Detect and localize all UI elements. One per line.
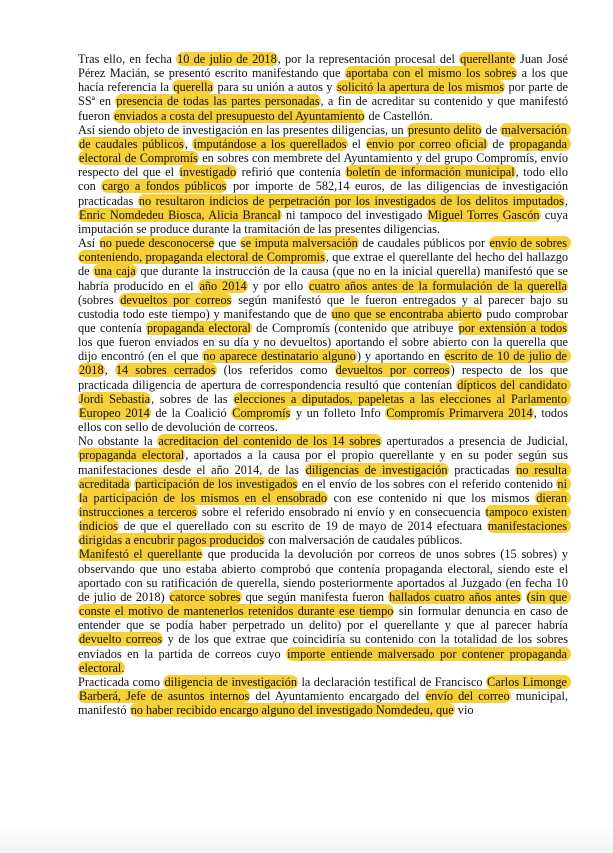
highlighted-text: presunto delito [407,122,482,137]
text-segment: refirió que contenía [237,165,346,180]
highlighted-text: no haber recibido encargo alguno del investigado Nomdedeu, que [130,703,454,718]
text-segment: , que extrae el querellante del hecho del hallazgo de [78,250,572,279]
highlighted-text: catorce sobres [169,589,241,604]
highlighted-text: imputándose a los querellados [193,136,347,151]
highlighted-text: propaganda electoral [79,448,185,463]
highlighted-text: querellante [460,52,515,66]
highlighted-text: devueltos por correos [335,363,450,378]
highlighted-text: se imputa malversación [240,236,358,251]
text-segment: los que fueron enviados en su día y no devueltos) aportando el sobre abierto con la querella que dijo encontró (en el que [78,320,572,364]
text-segment: , todo ello con [78,165,572,194]
text-segment: a los que hacía referencia la [78,66,572,95]
page-bottom-edge [0,825,613,853]
highlighted-text: envio por correo oficial [366,136,487,151]
highlighted-text: año 2014 [199,278,247,293]
paragraph-4 [78,434,572,548]
text-segment: con ese contenido ni que los mismos [328,490,536,505]
text-segment: que durante la instrucción de la causa (que no en la inicial querella) manifestó que se habría producido en el [78,264,572,293]
text-segment: ) respecto de los que practicada diligencia de apertura de correspondencia resultó que contenían [78,363,572,392]
highlighted-text: escrito de 10 de julio de 2018 [79,349,571,378]
highlighted-text: hallados cuatro años antes [389,589,521,604]
highlighted-text: Compromís [232,405,291,420]
highlighted-text: solicitó la apertura de los mismos [337,80,504,95]
highlighted-text: no resulta acreditada [79,462,571,491]
text-segment: y por ello [247,278,309,293]
highlighted-text: 10 de julio de 2018 [177,52,277,66]
paragraph-1 [78,52,572,123]
text-segment: municipal, manifestó [78,689,572,718]
text-segment: (sobres [78,278,572,307]
highlighted-text: enviados a costa del presupuesto del Ayuntamiento [114,108,365,123]
text-segment: en sobres con membrete del Ayuntamiento y del grupo Compromís, envío respecto del que el [78,151,572,180]
text-segment: aperturados a presencia de Judicial, [381,434,572,449]
highlighted-text: Compromís Primarvera 2014 [386,405,533,420]
highlighted-text: Carlos Limonge Barberá, Jefe de asuntos internos [79,674,571,704]
text-segment: , aportados a la causa por el propio querellante y en su poder según sus manifestaciones desde el año 2014, de las [78,448,572,477]
text-segment: de Castellón. [365,108,433,123]
text-segment: practicadas [448,462,516,477]
text-segment: de que el querellado con su escrito de 19 de mayo de 2014 efectuara [118,519,487,534]
highlighted-text: manifestaciones dirigidas a encubrir pagos producidos [79,519,571,548]
text-segment: ni tampoco del investigado [281,207,427,222]
text-segment: cuya imputación se produce durante la tramitación de las presentes diligencias. [78,207,572,236]
text-segment: Practicada como [78,674,164,689]
paragraph-5 [78,547,572,675]
highlighted-text: 14 sobres cerrados [115,363,216,378]
highlighted-text: dieran instrucciones a terceros [79,490,571,519]
highlighted-text: Manifestó el querellante [79,547,202,562]
text-segment: que según manifesta fueron [241,589,389,604]
text-segment: , sobres de las [151,391,234,406]
text-segment: vio [454,703,474,718]
highlighted-text: uno que se encontraba abierto [331,306,482,321]
highlighted-text: importe entiende malversado por contener propaganda electoral. [79,646,571,675]
highlighted-text: una caja [94,264,136,279]
highlighted-text: aportaba con el mismo los sobres [345,66,517,81]
text-segment: , a fin de acreditar su contenido y que manifestó fueron [78,94,572,123]
highlighted-text: participación de los investigados [135,476,298,491]
highlighted-text: devuelto correos [79,632,163,647]
highlighted-text: Enric Nomdedeu Biosca, Alicia Brancal [79,207,281,222]
highlighted-text: presencia de todas las partes personadas [116,94,320,109]
highlighted-text: cargo a fondos públicos [102,179,227,194]
text-segment: y de los que extrae que coincidiría su contenido con la totalidad de los sobres enviados en la partida de correos cuyo [78,632,572,661]
text-segment: de [482,122,501,137]
text-segment: sin formular denuncia en caso de entender que se podía haber perpetrado un delito) por el querellante y que al parecer habría [78,604,572,633]
text-segment: Tras ello, en fecha [78,52,177,66]
text-segment: con malversación de caudales públicos. [265,533,463,548]
highlighted-text: envío del correo [425,689,510,704]
text-segment: según manifestó que le fueron entregados y al parecer bajo su custodia todo este tiempo) y manifestando que de [78,292,572,321]
highlighted-text: boletín de información municipal [346,165,515,180]
text-segment: la declaración testifical de Francisco [298,674,487,689]
text-segment: de [487,136,509,151]
text-segment: ) y aportando en [356,349,444,364]
highlighted-text: cuatro años antes de la formulación de la querella [309,278,567,293]
text-segment: , por la representación procesal del [277,52,460,66]
highlighted-text: tampoco existen indicios [79,505,571,534]
highlighted-text: ni la participación de los mismos en el ensobrado [79,476,571,505]
text-segment: de caudales públicos por [358,236,489,251]
highlighted-text: no aparece destinatario alguno [203,349,356,364]
text-segment: , [564,193,572,208]
highlighted-text: envío de sobres conteniendo, propaganda electoral de Compromis [79,236,571,265]
text-segment: para su unión a autos y [214,80,337,95]
highlighted-text: diligencias de investigación [305,462,448,477]
highlighted-text: diligencia de investigación [164,674,298,689]
paragraph-6 [78,674,572,718]
highlighted-text: (sin que conste el motivo de mantenerlos retenidos durante ese tiempo [79,589,571,619]
text-segment: que producida la devolución por correos de unos sobres (15 sobres) y observando que uno estaba abierto comprobó que contenía propaganda electoral, siendo este el aportado con su ratificación de querella, siendo posteriormente aportados al Juzgado (en fecha 10 de julio de 2018) [78,547,572,604]
text-segment: de Compromís (contenido que atribuye [251,320,458,335]
highlighted-text: acreditacion del contenido de los 14 sobres [158,434,381,449]
text-segment: Así siendo objeto de investigación en las presentes diligencias, un [78,122,407,137]
highlighted-text: elecciones a diputados, papeletas a las elecciones al Parlamento Europeo 2014 [79,391,571,420]
highlighted-text: dípticos del candidato Jordi Sebastia [79,377,571,406]
text-segment: el [347,136,366,151]
text-segment: (los referidos como [216,363,335,378]
paragraph-3 [78,236,572,435]
highlighted-text: propaganda electoral [146,320,251,335]
text-segment: , [184,136,193,151]
text-segment: por parte de SSª en [78,80,572,109]
text-segment: Juan José Pérez Macián, se presentó escrito manifestando que [78,52,572,81]
text-segment: pudo comprobar que contenía [78,306,572,335]
text-segment: del Ayuntamiento encargado del [250,689,425,704]
text-segment: de la Coalició [150,405,232,420]
text-segment: por importe de 582,14 euros, de las diligencias de investigación practicadas [78,179,572,208]
paragraph-2 [78,122,572,236]
highlighted-text: propaganda electoral de Compromís [79,136,571,166]
highlighted-text: no resultaron indicios de perpetración por los investigados de los delitos imputados [138,193,564,208]
highlighted-text: querella [173,80,213,95]
highlighted-text: investigado [179,165,237,180]
text-segment: que [214,236,240,251]
highlighted-text: Miguel Torres Gascón [427,207,540,222]
text-segment: Así [78,236,99,251]
text-segment: , todos ellos con sello de devolución de correos. [78,405,572,435]
legal-document-text [78,52,572,718]
highlighted-text: devueltos por correos [120,292,232,307]
text-segment: y un folleto Info [291,405,386,420]
text-segment: No obstante la [78,434,158,449]
text-segment: sobre el referido ensobrado ni envío y en consecuencia [197,505,485,519]
text-segment: , [104,363,115,378]
text-segment: en el envío de los sobres con el referido contenido [298,476,557,491]
highlighted-text: no puede desconocerse [99,236,214,251]
highlighted-text: malversación de caudales públicos [79,122,571,151]
highlighted-text: por extensión a todos [458,320,567,335]
